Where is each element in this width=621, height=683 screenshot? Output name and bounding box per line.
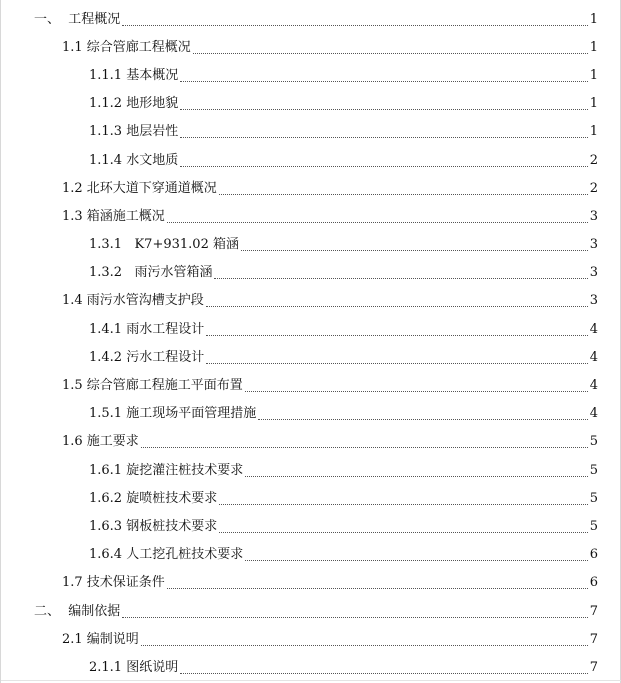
toc-dot-leader bbox=[180, 109, 588, 110]
toc-entry[interactable] bbox=[1, 61, 621, 89]
toc-dot-leader bbox=[219, 194, 588, 195]
toc-entry[interactable] bbox=[1, 371, 621, 399]
table-of-contents bbox=[1, 5, 621, 682]
toc-dot-leader bbox=[245, 391, 588, 392]
toc-entry-title: 1.5.1 施工现场平面管理措施 bbox=[89, 406, 257, 422]
toc-dot-leader bbox=[141, 447, 588, 448]
toc-entry-title: 1.2 北环大道下穿通道概况 bbox=[62, 180, 217, 196]
toc-dot-leader bbox=[167, 222, 588, 223]
toc-page-number: 2 bbox=[589, 180, 598, 196]
toc-entry-title: 1.3 箱涵施工概况 bbox=[62, 208, 165, 224]
toc-page-number: 5 bbox=[589, 434, 598, 450]
toc-page-number: 5 bbox=[589, 518, 598, 534]
toc-entry-title: 2.1 编制说明 bbox=[62, 631, 139, 647]
toc-entry[interactable] bbox=[1, 315, 621, 343]
toc-dot-leader bbox=[122, 617, 587, 618]
toc-dot-leader bbox=[180, 166, 588, 167]
toc-dot-leader bbox=[180, 673, 588, 674]
toc-dot-leader bbox=[141, 645, 588, 646]
toc-entry[interactable] bbox=[1, 541, 621, 569]
toc-entry[interactable] bbox=[1, 146, 621, 174]
toc-page-number: 6 bbox=[589, 575, 598, 591]
toc-dot-leader bbox=[219, 532, 588, 533]
toc-dot-leader bbox=[245, 476, 588, 477]
toc-entry[interactable] bbox=[1, 90, 621, 118]
toc-entry[interactable] bbox=[1, 597, 621, 625]
toc-page-number: 3 bbox=[589, 237, 598, 253]
toc-dot-leader bbox=[167, 588, 588, 589]
toc-entry-title: 1.6.4 人工挖孔桩技术要求 bbox=[89, 547, 244, 563]
toc-dot-leader bbox=[241, 250, 588, 251]
toc-page-number: 3 bbox=[589, 293, 598, 309]
toc-entry[interactable] bbox=[1, 428, 621, 456]
toc-page-number: 7 bbox=[589, 631, 598, 647]
toc-entry-title: 1.3.2 雨污水管箱涵 bbox=[89, 265, 213, 281]
toc-page-number: 4 bbox=[589, 349, 598, 365]
toc-entry[interactable] bbox=[1, 259, 621, 287]
toc-page-number: 2 bbox=[589, 152, 598, 168]
toc-page-number: 1 bbox=[589, 96, 598, 112]
toc-entry[interactable] bbox=[1, 5, 621, 33]
toc-entry[interactable] bbox=[1, 625, 621, 653]
toc-entry-title: 1.5 综合管廊工程施工平面布置 bbox=[62, 378, 243, 394]
toc-entry[interactable] bbox=[1, 202, 621, 230]
toc-page-number: 1 bbox=[589, 124, 598, 140]
toc-page-number: 1 bbox=[589, 67, 598, 83]
toc-entry-title: 1.1.3 地层岩性 bbox=[89, 124, 179, 140]
toc-dot-leader bbox=[193, 53, 588, 54]
toc-entry[interactable] bbox=[1, 287, 621, 315]
toc-entry-title: 1.4.2 污水工程设计 bbox=[89, 349, 205, 365]
toc-entry-title: 二、 编制依据 bbox=[34, 603, 121, 619]
toc-dot-leader bbox=[180, 81, 588, 82]
toc-entry-title: 1.1.1 基本概况 bbox=[89, 67, 179, 83]
toc-entry-title: 一、 工程概况 bbox=[34, 11, 121, 27]
toc-page-number: 5 bbox=[589, 490, 598, 506]
toc-dot-leader bbox=[206, 335, 588, 336]
toc-dot-leader bbox=[245, 560, 588, 561]
toc-entry-title: 1.1.2 地形地貌 bbox=[89, 96, 179, 112]
toc-dot-leader bbox=[214, 278, 587, 279]
toc-dot-leader bbox=[206, 306, 588, 307]
page-divider bbox=[1, 680, 621, 681]
toc-page-number: 7 bbox=[589, 659, 598, 675]
toc-entry[interactable] bbox=[1, 400, 621, 428]
toc-entry-title: 1.6 施工要求 bbox=[62, 434, 139, 450]
toc-entry[interactable] bbox=[1, 343, 621, 371]
toc-page-number: 7 bbox=[589, 603, 598, 619]
toc-entry[interactable] bbox=[1, 484, 621, 512]
toc-entry-title: 1.7 技术保证条件 bbox=[62, 575, 165, 591]
toc-page-number: 3 bbox=[589, 265, 598, 281]
toc-entry-title: 1.6.2 旋喷桩技术要求 bbox=[89, 490, 218, 506]
toc-entry-title: 1.1.4 水文地质 bbox=[89, 152, 179, 168]
toc-entry[interactable] bbox=[1, 512, 621, 540]
toc-page-number: 3 bbox=[589, 208, 598, 224]
toc-entry-title: 1.4 雨污水管沟槽支护段 bbox=[62, 293, 204, 309]
toc-entry-title: 1.6.3 钢板桩技术要求 bbox=[89, 518, 218, 534]
toc-entry-title: 1.4.1 雨水工程设计 bbox=[89, 321, 205, 337]
toc-entry[interactable] bbox=[1, 569, 621, 597]
toc-page-number: 6 bbox=[589, 547, 598, 563]
toc-entry[interactable] bbox=[1, 174, 621, 202]
toc-dot-leader bbox=[122, 25, 587, 26]
toc-dot-leader bbox=[219, 504, 588, 505]
toc-entry-title: 1.6.1 旋挖灌注桩技术要求 bbox=[89, 462, 244, 478]
toc-page-number: 4 bbox=[589, 406, 598, 422]
toc-entry[interactable] bbox=[1, 118, 621, 146]
toc-dot-leader bbox=[180, 137, 588, 138]
toc-entry-title: 2.1.1 图纸说明 bbox=[89, 659, 179, 675]
toc-entry[interactable] bbox=[1, 33, 621, 61]
toc-page-number: 4 bbox=[589, 378, 598, 394]
toc-entry[interactable] bbox=[1, 231, 621, 259]
toc-dot-leader bbox=[258, 419, 588, 420]
toc-entry-title: 1.3.1 K7+931.02 箱涵 bbox=[89, 237, 239, 253]
toc-page-number: 5 bbox=[589, 462, 598, 478]
toc-entry[interactable] bbox=[1, 456, 621, 484]
toc-page-number: 1 bbox=[589, 39, 598, 55]
toc-dot-leader bbox=[206, 363, 588, 364]
toc-page-number: 4 bbox=[589, 321, 598, 337]
toc-entry-title: 1.1 综合管廊工程概况 bbox=[62, 39, 191, 55]
toc-entry[interactable] bbox=[1, 653, 621, 681]
toc-page-number: 1 bbox=[589, 11, 598, 27]
